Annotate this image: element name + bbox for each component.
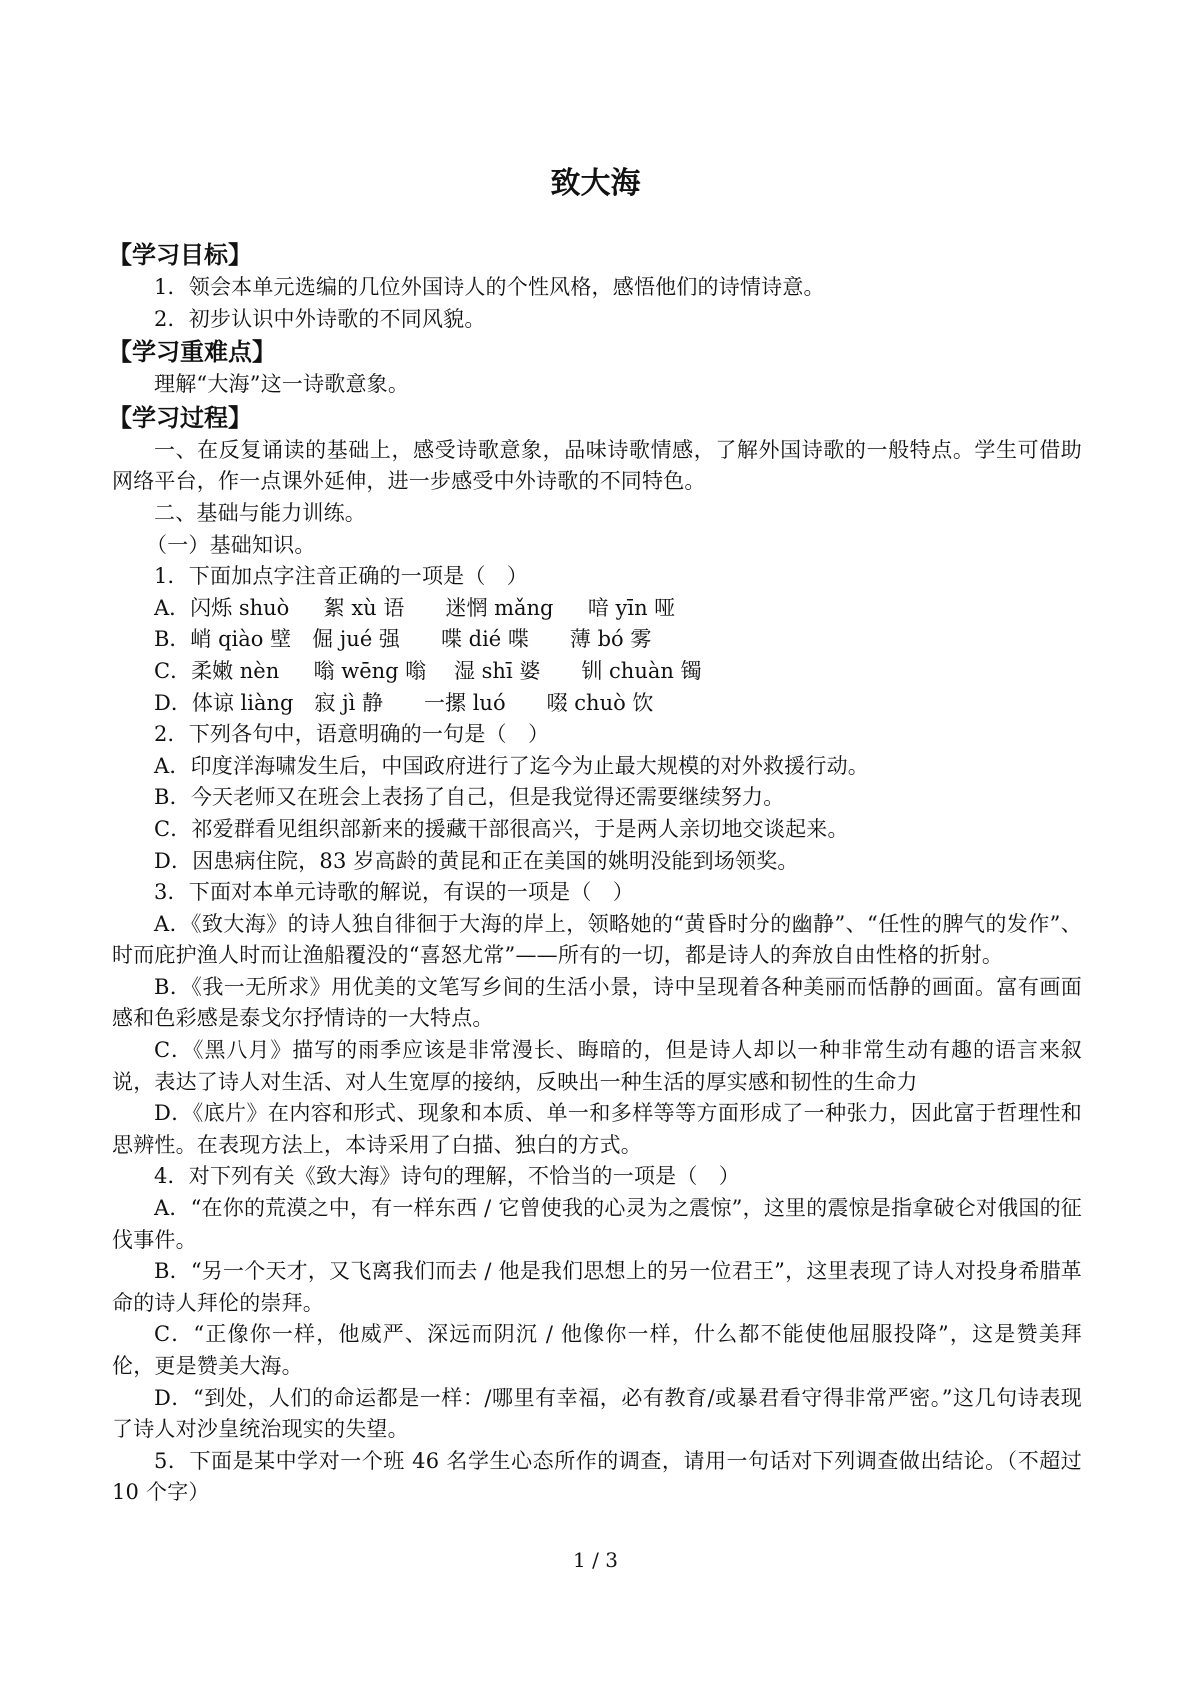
process-intro: 一、在反复诵读的基础上，感受诗歌意象，品味诗歌情感，了解外国诗歌的一般特点。学生可借助网络平台，作一点课外延伸，进一步感受中外诗歌的不同特色。 (112, 437, 1082, 494)
focus-text: 理解“大海”这一诗歌意象。 (154, 372, 410, 397)
question-3-option-c: C．《黑八月》描写的雨季应该是非常漫长、晦暗的，但是诗人却以一种非常生动有趣的语言来叙说，表达了诗人对生活、对人生宽厚的接纳，反映出一种生活的厚实感和韧性的生命力 (112, 1038, 1082, 1094)
document-body (108, 238, 1082, 1509)
question-4-option-d: D．“到处，人们的命运都是一样：/哪里有幸福，必有教育/或暴君看守得非常严密。”这几句诗表现了诗人对沙皇统治现实的失望。 (112, 1385, 1082, 1442)
question-3-option-d: D．《底片》在内容和形式、现象和本质、单一和多样等等方面形成了一种张力，因此富于哲理性和思辨性。在表现方法上，本诗采用了白描、独白的方式。 (112, 1101, 1082, 1157)
question-2-option-c: C．祁爱群看见组织部新来的援藏干部很高兴，于是两人亲切地交谈起来。 (154, 816, 849, 841)
question-4-option-b: B．“另一个天才，又飞离我们而去 / 他是我们思想上的另一位君王”，这里表现了诗人对投身希腊革命的诗人拜伦的崇拜。 (112, 1259, 1082, 1315)
question-1-option-a: A．闪烁 shuò 絮 xù 语 迷惘 mǎng 喑 yīn 哑 (154, 595, 676, 620)
question-5-stem: 5．下面是某中学对一个班 46 名学生心态所作的调查，请用一句话对下列调查做出结论。（不超过 10 个字） (112, 1448, 1082, 1505)
question-3-option-a: A．《致大海》的诗人独自徘徊于大海的岸上，领略她的“黄昏时分的幽静”、“任性的脾气的发作”、时而庇护渔人时而让渔船覆没的“喜怒尤常”——所有的一切，都是诗人的奔放自由性格的折射。 (112, 911, 1082, 968)
question-1-option-d: D．体谅 liàng 寂 jì 静 一摞 luó 啜 chuò 饮 (154, 690, 654, 715)
process-sub1: （一）基础知识。 (146, 532, 316, 557)
question-2-option-b: B．今天老师又在班会上表扬了自己，但是我觉得还需要继续努力。 (154, 785, 785, 810)
process-part2: 二、基础与能力训练。 (154, 500, 366, 525)
section-heading-process: 【学习过程】 (108, 403, 252, 432)
question-2-stem: 2．下列各句中，语意明确的一句是（ ） (154, 722, 550, 747)
question-1-stem: 1．下面加点字注音正确的一项是（ ） (154, 564, 528, 589)
question-2-option-a: A．印度洋海啸发生后，中国政府进行了迄今为止最大规模的对外救援行动。 (154, 753, 869, 778)
section-heading-focus: 【学习重难点】 (108, 338, 276, 367)
section-heading-goals: 【学习目标】 (108, 241, 252, 269)
page-title: 致大海 (550, 166, 641, 201)
goal-item: 1．领会本单元选编的几位外国诗人的个性风格，感悟他们的诗情诗意。 (154, 275, 825, 299)
question-3-option-b: B．《我一无所求》用优美的文笔写乡间的生活小景，诗中呈现着各种美丽而恬静的画面。富有画面感和色彩感是泰戈尔抒情诗的一大特点。 (112, 974, 1082, 1031)
question-4-stem: 4．对下列有关《致大海》诗句的理解，不恰当的一项是（ ） (154, 1164, 740, 1189)
question-3-stem: 3．下面对本单元诗歌的解说，有误的一项是（ ） (154, 880, 634, 905)
page-number: 1 / 3 (573, 1548, 618, 1572)
question-4-option-c: C．“正像你一样，他威严、深远而阴沉 / 他像你一样，什么都不能使他屈服投降”，这是赞美拜伦，更是赞美大海。 (112, 1322, 1082, 1378)
question-4-option-a: A．“在你的荒漠之中，有一样东西 / 它曾使我的心灵为之震惊”，这里的震惊是指拿破仑对俄国的征伐事件。 (112, 1196, 1082, 1252)
question-1-option-c: C．柔嫩 nèn 嗡 wēng 嗡 湿 shī 婆 钏 chuàn 镯 (154, 658, 702, 683)
question-1-option-b: B．峭 qiào 壁 倔 jué 强 喋 dié 喋 薄 bó 雾 (154, 627, 652, 652)
question-2-option-d: D．因患病住院，83 岁高龄的黄昆和正在美国的姚明没能到场领奖。 (154, 848, 799, 873)
goal-item: 2．初步认识中外诗歌的不同风貌。 (154, 306, 486, 331)
